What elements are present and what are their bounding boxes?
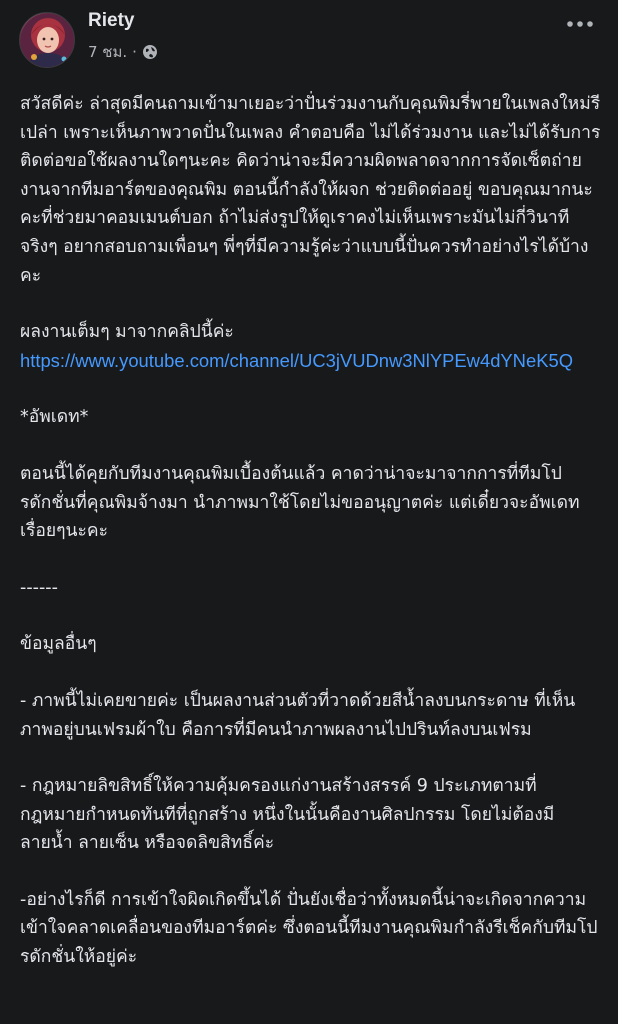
globe-icon[interactable]	[142, 44, 158, 60]
post-paragraph-intro: สวัสดีค่ะ ล่าสุดมีคนถามเข้ามาเยอะว่าปั่นร่วมงานกับคุณพิมรี่พายในเพลงใหม่รีเปล่า เพราะเห็นภาพวาดปั่นในเพลง คำตอบคือ ไม่ได้ร่วมงาน และไม่ได้รับการติดต่อขอใช้ผลงานใดๆนะคะ คิดว่าน่าจะมีความผิดพลาดจากการจัดเซ็ตถ่ายงานจากทีมอาร์ตของคุณพิม ตอนนี้กำลังให้ผจก ช่วยติดต่ออยู่ ขอบคุณมากนะคะที่ช่วยมาคอมเมนต์บอก ถ้าไม่ส่งรูปให้ดูเราคงไม่เห็นเพราะมันไม่กี่วินาทีจริงๆ อยากสอบถามเพื่อนๆ พี่ๆที่มีความรู้ค่ะว่าแบบนี้ปั่นควรทำอย่างไรได้บ้างคะ	[20, 94, 601, 286]
paragraph-gap	[20, 858, 602, 886]
avatar[interactable]	[19, 12, 75, 68]
paragraph-gap	[20, 290, 602, 318]
youtube-channel-link[interactable]: https://www.youtube.com/channel/UC3jVUDnw3NlYPEw4dYNeK5Q	[20, 349, 573, 371]
bullet-not-for-sale: - ภาพนี้ไม่เคยขายค่ะ เป็นผลงานส่วนตัวที่วาดด้วยสีน้ำลงบนกระดาษ ที่เห็นภาพอยู่บนเฟรมผ้าใบ คือการที่มีคนนำภาพผลงานไปปรินท์ลงบนเฟรม	[20, 690, 576, 740]
post-paragraph-update: ตอนนี้ได้คุยกับทีมงานคุณพิมเบื้องต้นแล้ว คาดว่าน่าจะมาจากการที่ทีมโปรดักชั่นที่คุณพิมจ้างมา นำภาพมาใช้โดยไม่ขออนุญาตค่ะ แต่เดี๋ยวจะอัพเดทเรื่อยๆนะคะ	[20, 463, 580, 542]
author-name[interactable]: Riety	[88, 10, 135, 31]
more-horizontal-icon	[567, 21, 593, 27]
post-meta	[88, 40, 158, 64]
post-header	[0, 0, 618, 80]
paragraph-gap	[20, 659, 602, 687]
divider-text: ------	[20, 577, 58, 598]
paragraph-gap	[20, 546, 602, 574]
update-heading: *อัพเดท*	[20, 407, 89, 428]
paragraph-gap	[20, 375, 602, 403]
bullet-misunderstanding: -อย่างไรก็ดี การเข้าใจผิดเกิดขึ้นได้ ปั่นยังเชื่อว่าทั้งหมดนี้น่าจะเกิดจากความเข้าใจคลาดเคลื่อนของทีมอาร์ตค่ะ ซึ่งตอนนี้ทีมงานคุณพิมกำลังรีเช็คกับทีมโปรดักชั่นให้อยู่ค่ะ	[20, 889, 598, 968]
paragraph-gap	[20, 432, 602, 460]
paragraph-gap	[20, 744, 602, 772]
post-paragraph-full-work: ผลงานเต็มๆ มาจากคลิปนี้ค่ะ	[20, 322, 234, 343]
post-text	[20, 90, 602, 972]
paragraph-gap	[20, 602, 602, 630]
post-time[interactable]: 7 ชม.	[88, 43, 128, 61]
more-options-button[interactable]	[564, 12, 596, 36]
avatar-image	[20, 13, 75, 68]
bullet-copyright-law: - กฎหมายลิขสิทธิ์ให้ความคุ้มครองแก่งานสร้างสรรค์ 9 ประเภทตามที่กฎหมายกำหนดทันทีที่ถูกสร้าง หนึ่งในนั้นคืองานศิลปกรรม โดยไม่ต้องมีลายน้ำ ลายเซ็น หรือจดลิขสิทธิ์ค่ะ	[20, 776, 555, 854]
separator-dot: ·	[132, 43, 137, 61]
other-info-heading: ข้อมูลอื่นๆ	[20, 634, 97, 655]
